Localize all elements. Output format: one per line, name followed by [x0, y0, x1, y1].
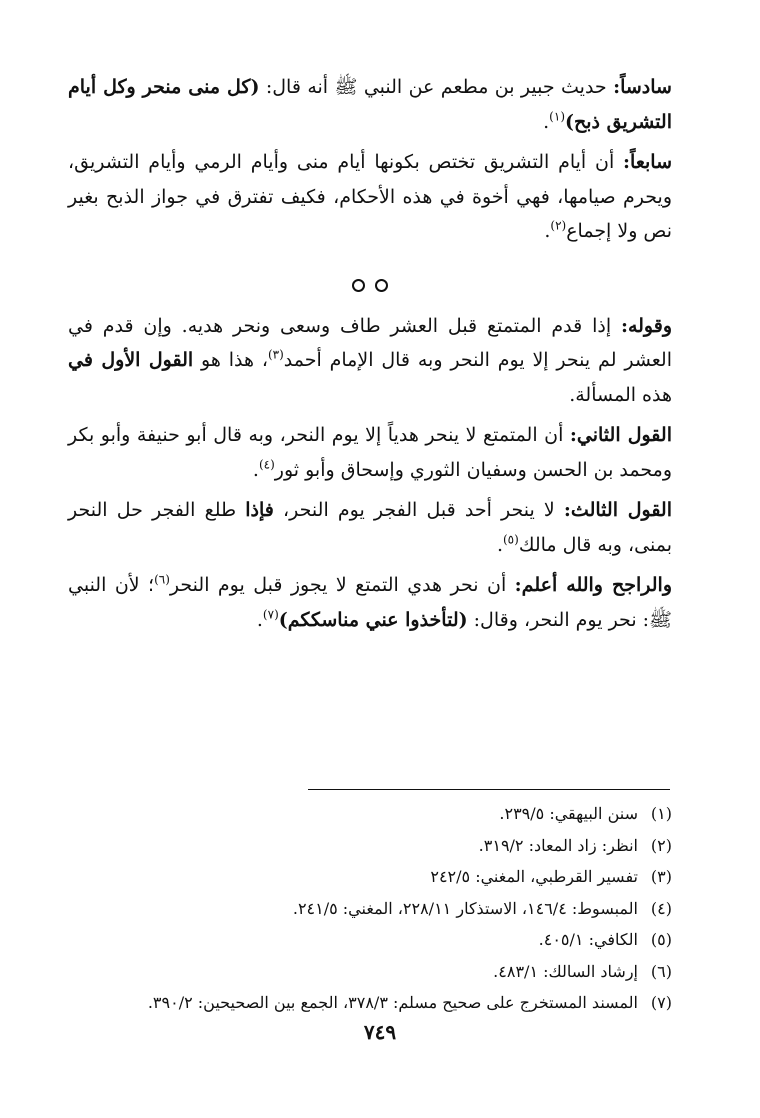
circle-ornament-icon	[352, 279, 365, 292]
paragraph-preferred-opinion	[68, 568, 672, 637]
paragraph-text: أن نحر هدي التمتع لا يجوز قبل يوم النحر	[169, 574, 515, 596]
footnote-text: انظر: زاد المعاد: ٣١٩/٢.	[478, 835, 638, 855]
footnote-number: (٧)	[650, 993, 672, 1012]
paragraph-lead: وقوله:	[620, 314, 672, 337]
paragraph-lead: سابعاً:	[623, 151, 672, 173]
footnote-number: (١)	[650, 804, 672, 823]
footnote-item	[60, 798, 672, 830]
footnote-ref[interactable]: (٦)	[154, 572, 170, 587]
footnote-text: سنن البيهقي: ٢٣٩/٥.	[499, 804, 638, 823]
paragraph-text: هذه المسألة.	[569, 383, 672, 406]
footnote-text: المسند المستخرج على صحيح مسلم: ٣٧٨/٣، الجمع بين الصحيحين: ٣٩٠/٢.	[147, 993, 638, 1012]
footnote-text: الكافي: ٤٠٥/١.	[538, 930, 638, 949]
footnote-ref[interactable]: (٢)	[550, 218, 567, 233]
paragraph-text: أن أيام التشريق تختص بكونها أيام منى وأيام الرمي وأيام التشريق، ويحرم صيامها، فهي أخوة في هذه الأحكام، فكيف تفترق في جواز الذبح بغير نص ولا إجماع	[68, 151, 672, 242]
bold-phrase: القول الأول في	[68, 349, 194, 371]
footnote-item	[60, 987, 672, 1019]
footnote-ref[interactable]: (٧)	[262, 607, 279, 622]
footnote-number: (٤)	[650, 898, 672, 918]
section-title	[68, 271, 672, 301]
footnote-item	[60, 893, 672, 925]
page-number: ٧٤٩	[363, 1020, 397, 1044]
paragraph-seventh	[68, 145, 672, 249]
footnote-text: المبسوط: ١٤٦/٤، الاستذكار ٢٢٨/١١، المغني: ٢٤١/٥.	[292, 898, 638, 918]
paragraph-text: ؛ لأن النبي ﷺ: نحر يوم النحر، وقال:	[68, 574, 672, 631]
paragraph-sixth	[68, 70, 672, 139]
footnote-number: (٥)	[650, 930, 672, 949]
footnote-ref[interactable]: (١)	[549, 109, 565, 124]
paragraph-text: ، هذا هو	[193, 349, 268, 371]
paragraph-lead: القول الثالث:	[563, 499, 673, 521]
footnote-item	[60, 861, 672, 893]
paragraph-text: طلع الفجر حل النحر بمنى، وبه قال مالك	[68, 499, 672, 556]
footnote-divider	[308, 789, 670, 790]
footnote-number: (٣)	[650, 867, 672, 886]
paragraph-text: حديث جبير بن مطعم عن النبي ﷺ أنه قال:	[259, 76, 614, 98]
footnote-ref[interactable]: (٤)	[258, 457, 275, 472]
bold-phrase: فإذا	[245, 499, 274, 521]
page-body	[68, 70, 672, 643]
paragraph-text: أن المتمتع لا ينحر هدياً إلا يوم النحر، وبه قال أبو حنيفة وأبو بكر ومحمد بن الحسن وسفيان الثوري وإسحاق وأبو ثور	[68, 424, 672, 481]
footnote-ref[interactable]: (٥)	[502, 532, 519, 547]
paragraph-second-opinion	[68, 418, 672, 487]
footnote-number: (٦)	[650, 961, 672, 981]
paragraph-first-opinion	[68, 309, 672, 413]
punctuation: .	[496, 533, 503, 556]
punctuation: .	[256, 608, 263, 631]
punctuation: .	[544, 220, 551, 242]
footnote-text: إرشاد السالك: ٤٨٣/١.	[493, 961, 638, 981]
footnote-number: (٢)	[650, 835, 672, 855]
footnotes-list	[60, 798, 672, 1019]
paragraph-lead: والراجح والله أعلم:	[514, 574, 673, 596]
footnote-item	[60, 956, 672, 988]
hadith-quote: (كل منى منحر وكل أيام التشريق ذبح)	[68, 76, 672, 133]
paragraph-text: إذا قدم المتمتع قبل العشر طاف وسعى ونحر هديه. وإن قدم في العشر لم ينحر إلا يوم النحر وبه قال الإمام أحمد	[68, 314, 672, 371]
footnote-item	[60, 924, 672, 956]
hadith-quote: (لتأخذوا عني مناسككم)	[278, 608, 468, 631]
footnote-item	[60, 830, 672, 862]
paragraph-text: لا ينحر أحد قبل الفجر يوم النحر،	[273, 499, 564, 521]
paragraph-third-opinion	[68, 493, 672, 562]
footnote-ref[interactable]: (٣)	[267, 347, 284, 362]
circle-ornament-icon	[375, 279, 388, 292]
paragraph-lead: سادساً:	[613, 76, 672, 98]
footnote-text: تفسير القرطبي، المغني: ٢٤٢/٥	[430, 867, 638, 886]
punctuation: .	[252, 458, 259, 481]
punctuation: .	[543, 110, 550, 133]
paragraph-lead: القول الثاني:	[569, 424, 672, 446]
